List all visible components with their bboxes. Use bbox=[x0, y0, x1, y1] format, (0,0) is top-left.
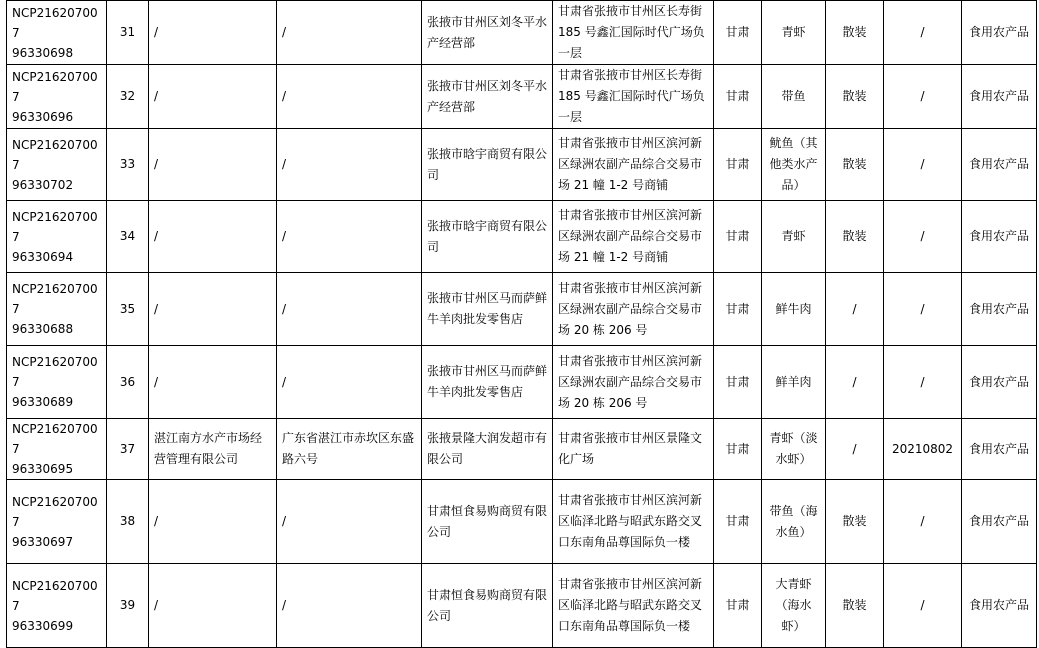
cell-sampled-unit: 甘肃恒食易购商贸有限公司 bbox=[422, 480, 553, 564]
cell-food-category: 食用农产品 bbox=[962, 65, 1037, 129]
cell-product-name: 大青虾（海水虾） bbox=[762, 564, 826, 648]
table-row bbox=[7, 201, 1037, 273]
cell-specification: 散装 bbox=[826, 480, 884, 564]
cell-sampled-unit-address: 甘肃省张掖市甘州区长寿街 185 号鑫汇国际时代广场负一层 bbox=[553, 1, 714, 65]
table-row bbox=[7, 273, 1037, 346]
cell-specification: 散装 bbox=[826, 201, 884, 273]
cell-seq-number: 39 bbox=[107, 564, 149, 648]
cell-food-category: 食用农产品 bbox=[962, 480, 1037, 564]
sample-code-part2: 96330689 bbox=[12, 395, 74, 409]
sample-code-part1: NCP216207007 bbox=[12, 209, 98, 244]
cell-specification: 散装 bbox=[826, 1, 884, 65]
cell-producer-address: / bbox=[277, 564, 422, 648]
cell-seq-number: 31 bbox=[107, 1, 149, 65]
cell-producer-name: 湛江南方水产市场经营管理有限公司 bbox=[149, 419, 277, 480]
cell-product-name: 鱿鱼（其他类水产品） bbox=[762, 129, 826, 201]
cell-production-date: / bbox=[884, 201, 962, 273]
cell-food-category: 食用农产品 bbox=[962, 129, 1037, 201]
cell-sampled-unit-address: 甘肃省张掖市甘州区滨河新区临泽北路与昭武东路交叉口东南角品尊国际负一楼 bbox=[553, 564, 714, 648]
cell-sample-code bbox=[7, 419, 107, 480]
cell-specification: / bbox=[826, 346, 884, 419]
cell-sampled-unit-address: 甘肃省张掖市甘州区滨河新区绿洲农副产品综合交易市场 21 幢 1-2 号商铺 bbox=[553, 129, 714, 201]
cell-food-category: 食用农产品 bbox=[962, 564, 1037, 648]
cell-sample-code bbox=[7, 564, 107, 648]
cell-sample-code bbox=[7, 346, 107, 419]
cell-product-name: 带鱼 bbox=[762, 65, 826, 129]
cell-sampled-unit-address: 甘肃省张掖市甘州区景隆文化广场 bbox=[553, 419, 714, 480]
cell-production-date: / bbox=[884, 65, 962, 129]
cell-production-date: / bbox=[884, 129, 962, 201]
cell-sampled-unit: 甘肃恒食易购商贸有限公司 bbox=[422, 564, 553, 648]
cell-product-name: 带鱼（海水鱼） bbox=[762, 480, 826, 564]
cell-seq-number: 36 bbox=[107, 346, 149, 419]
cell-specification: / bbox=[826, 419, 884, 480]
sample-code-part1: NCP216207007 bbox=[12, 5, 98, 40]
cell-production-date: / bbox=[884, 273, 962, 346]
sample-code-part1: NCP216207007 bbox=[12, 137, 98, 172]
cell-producer-name: / bbox=[149, 65, 277, 129]
cell-producer-address: / bbox=[277, 129, 422, 201]
cell-producer-name: / bbox=[149, 564, 277, 648]
table-row bbox=[7, 65, 1037, 129]
cell-specification: 散装 bbox=[826, 129, 884, 201]
cell-sampled-unit-address: 甘肃省张掖市甘州区滨河新区绿洲农副产品综合交易市场 21 幢 1-2 号商铺 bbox=[553, 201, 714, 273]
cell-sampled-unit: 张掖市晗宇商贸有限公司 bbox=[422, 201, 553, 273]
cell-product-name: 青虾 bbox=[762, 1, 826, 65]
cell-sampled-unit: 张掖市甘州区马而萨鲜牛羊肉批发零售店 bbox=[422, 346, 553, 419]
cell-sampled-unit-address: 甘肃省张掖市甘州区长寿街 185 号鑫汇国际时代广场负一层 bbox=[553, 65, 714, 129]
cell-sample-code bbox=[7, 65, 107, 129]
table-row bbox=[7, 564, 1037, 648]
cell-sampled-unit: 张掖市甘州区刘冬平水产经营部 bbox=[422, 1, 553, 65]
cell-producer-address: 广东省湛江市赤坎区东盛路六号 bbox=[277, 419, 422, 480]
cell-province: 甘肃 bbox=[714, 480, 762, 564]
cell-specification: 散装 bbox=[826, 564, 884, 648]
cell-sampled-unit-address: 甘肃省张掖市甘州区滨河新区临泽北路与昭武东路交叉口东南角品尊国际负一楼 bbox=[553, 480, 714, 564]
cell-food-category: 食用农产品 bbox=[962, 1, 1037, 65]
cell-producer-name: / bbox=[149, 480, 277, 564]
cell-sample-code bbox=[7, 480, 107, 564]
table-row bbox=[7, 346, 1037, 419]
cell-producer-name: / bbox=[149, 201, 277, 273]
cell-sampled-unit: 张掖市甘州区刘冬平水产经营部 bbox=[422, 65, 553, 129]
sample-code-part2: 96330696 bbox=[12, 109, 74, 124]
cell-province: 甘肃 bbox=[714, 346, 762, 419]
sample-code-part2: 96330694 bbox=[12, 249, 74, 264]
cell-producer-name: / bbox=[149, 346, 277, 419]
cell-food-category: 食用农产品 bbox=[962, 419, 1037, 480]
cell-production-date: / bbox=[884, 480, 962, 564]
cell-food-category: 食用农产品 bbox=[962, 273, 1037, 346]
sample-code-part2: 96330697 bbox=[12, 534, 74, 549]
cell-product-name: 鲜羊肉 bbox=[762, 346, 826, 419]
cell-sampled-unit-address: 甘肃省张掖市甘州区滨河新区绿洲农副产品综合交易市场 20 栋 206 号 bbox=[553, 273, 714, 346]
cell-province: 甘肃 bbox=[714, 564, 762, 648]
cell-seq-number: 38 bbox=[107, 480, 149, 564]
cell-sample-code bbox=[7, 1, 107, 65]
sample-code-part1: NCP216207007 bbox=[12, 355, 98, 389]
sample-code-part2: 96330702 bbox=[12, 177, 74, 192]
cell-producer-address: / bbox=[277, 201, 422, 273]
cell-producer-name: / bbox=[149, 129, 277, 201]
cell-seq-number: 32 bbox=[107, 65, 149, 129]
sample-code-part1: NCP216207007 bbox=[12, 282, 98, 316]
sample-code-part1: NCP216207007 bbox=[12, 578, 98, 613]
cell-production-date: / bbox=[884, 564, 962, 648]
cell-seq-number: 37 bbox=[107, 419, 149, 480]
sample-code-part2: 96330698 bbox=[12, 45, 74, 60]
table-row bbox=[7, 480, 1037, 564]
cell-sample-code bbox=[7, 129, 107, 201]
sampling-results-table bbox=[6, 0, 1037, 648]
cell-province: 甘肃 bbox=[714, 201, 762, 273]
cell-producer-name: / bbox=[149, 273, 277, 346]
cell-producer-address: / bbox=[277, 273, 422, 346]
cell-seq-number: 34 bbox=[107, 201, 149, 273]
table-row bbox=[7, 1, 1037, 65]
cell-food-category: 食用农产品 bbox=[962, 201, 1037, 273]
sample-code-part1: NCP216207007 bbox=[12, 494, 98, 529]
cell-sampled-unit: 张掖景隆大润发超市有限公司 bbox=[422, 419, 553, 480]
cell-producer-address: / bbox=[277, 1, 422, 65]
cell-producer-address: / bbox=[277, 346, 422, 419]
sample-code-part1: NCP216207007 bbox=[12, 422, 98, 456]
cell-sampled-unit-address: 甘肃省张掖市甘州区滨河新区绿洲农副产品综合交易市场 20 栋 206 号 bbox=[553, 346, 714, 419]
table-row bbox=[7, 419, 1037, 480]
cell-sampled-unit: 张掖市甘州区马而萨鲜牛羊肉批发零售店 bbox=[422, 273, 553, 346]
cell-producer-address: / bbox=[277, 65, 422, 129]
cell-specification: / bbox=[826, 273, 884, 346]
cell-province: 甘肃 bbox=[714, 1, 762, 65]
cell-province: 甘肃 bbox=[714, 273, 762, 346]
cell-production-date: / bbox=[884, 346, 962, 419]
cell-sample-code bbox=[7, 273, 107, 346]
sample-code-part2: 96330695 bbox=[12, 462, 74, 476]
cell-product-name: 鲜牛肉 bbox=[762, 273, 826, 346]
sample-code-part2: 96330688 bbox=[12, 322, 74, 336]
cell-seq-number: 35 bbox=[107, 273, 149, 346]
cell-province: 甘肃 bbox=[714, 65, 762, 129]
cell-sample-code bbox=[7, 201, 107, 273]
cell-production-date: 20210802 bbox=[884, 419, 962, 480]
cell-province: 甘肃 bbox=[714, 129, 762, 201]
cell-specification: 散装 bbox=[826, 65, 884, 129]
cell-producer-address: / bbox=[277, 480, 422, 564]
cell-province: 甘肃 bbox=[714, 419, 762, 480]
sample-code-part2: 96330699 bbox=[12, 618, 74, 633]
cell-sampled-unit: 张掖市晗宇商贸有限公司 bbox=[422, 129, 553, 201]
cell-food-category: 食用农产品 bbox=[962, 346, 1037, 419]
cell-producer-name: / bbox=[149, 1, 277, 65]
sample-code-part1: NCP216207007 bbox=[12, 69, 98, 104]
cell-product-name: 青虾 bbox=[762, 201, 826, 273]
cell-product-name: 青虾（淡水虾） bbox=[762, 419, 826, 480]
cell-production-date: / bbox=[884, 1, 962, 65]
table-row bbox=[7, 129, 1037, 201]
cell-seq-number: 33 bbox=[107, 129, 149, 201]
